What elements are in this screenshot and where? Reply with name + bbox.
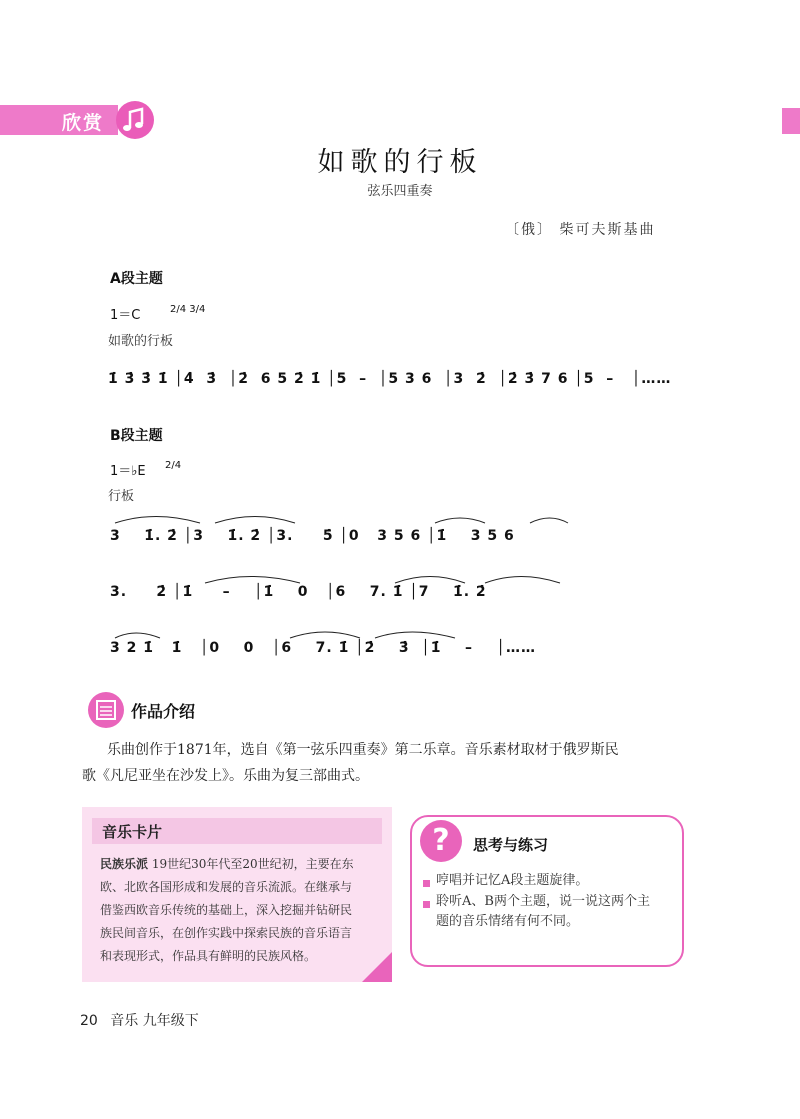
section-a-key: 1＝C: [110, 308, 141, 323]
exercise-item-2-line-2: 题的音乐情绪有何不同。: [436, 914, 580, 929]
section-a-time: 2/4 3/4: [170, 304, 206, 315]
section-a-tempo: 如歌的行板: [108, 334, 174, 349]
music-note-icon: [116, 101, 154, 139]
music-card-text: 19世纪30年代至20世纪初，主要在东: [151, 857, 354, 871]
score-icon: [88, 692, 124, 728]
page-number: 20: [80, 1013, 98, 1029]
exercise-item-1: 哼唱并记忆A段主题旋律。: [436, 873, 589, 888]
piece-subtitle: 弦乐四重奏: [367, 184, 433, 199]
bullet-icon: [423, 901, 430, 908]
music-card-line-2: 欧、北欧各国形成和发展的音乐流派。在继承与: [100, 880, 353, 894]
section-b-key: 1＝♭E: [110, 464, 146, 479]
page-footer: [80, 1010, 199, 1030]
music-card-line-5: 和表现形式，作品具有鲜明的民族风格。: [100, 949, 317, 963]
music-card-title: 音乐卡片: [102, 823, 163, 841]
intro-text-line-2: 歌《凡尼亚坐在沙发上》。乐曲为复三部曲式。: [82, 768, 369, 784]
section-a-melody-line: 1̇ 3̇ 3̇ 1̇ │4̇ 3̇ │2̇ 6 5 2̇ 1̇ │5 – │5 3 6 │3 2̇ │2̇ 3̇ 7 6 │5 – │……: [108, 371, 672, 387]
section-tab-label: 欣赏: [62, 112, 105, 134]
music-card-term: 民族乐派: [100, 857, 149, 871]
intro-text-line-1: 乐曲创作于1871年，选自《第一弦乐四重奏》第二乐章。音乐素材取材于俄罗斯民: [107, 742, 619, 758]
section-b-tempo: 行板: [108, 489, 135, 504]
section-b-heading: B段主题: [110, 428, 163, 444]
exercise-item-2-line-1: 聆听A、B两个主题，说一说这两个主: [436, 894, 650, 909]
exercise-title: 思考与练习: [473, 836, 549, 854]
intro-heading: 作品介绍: [131, 702, 196, 721]
section-b-melody-line-1: 3 1̇. 2̇ │3 1̇. 2̇ │3. 5̇ │0 3 5 6 │1̇ 3 5 6: [110, 528, 515, 544]
music-card-line-1: [100, 853, 385, 876]
question-icon: ?: [420, 820, 462, 862]
music-card-line-4: 族民间音乐，在创作实践中探索民族的音乐语言: [100, 926, 353, 940]
music-card-line-3: 借鉴西欧音乐传统的基础上，深入挖掘并钻研民: [100, 903, 353, 917]
bullet-icon: [423, 880, 430, 887]
section-b-melody-line-3: 3 2 1̇ 1̇ │0 0 │6 7. 1̇ │2̇ 3̇ │1̇ – │……: [110, 640, 536, 656]
section-a-heading: A段主题: [110, 271, 163, 287]
card-corner-fold: [362, 952, 392, 982]
page-edge-tab: [782, 108, 800, 134]
section-b-melody-line-2: 3. 2̇ │1̇ – │1̇ 0 │6 7. 1̇ │7 1̇. 2̇: [110, 584, 487, 600]
piece-title: 如歌的行板: [317, 147, 483, 178]
footer-text: 音乐 九年级下: [110, 1013, 199, 1029]
section-b-time: 2/4: [165, 460, 182, 471]
composer-credit: 〔俄〕 柴可夫斯基曲: [505, 222, 656, 238]
